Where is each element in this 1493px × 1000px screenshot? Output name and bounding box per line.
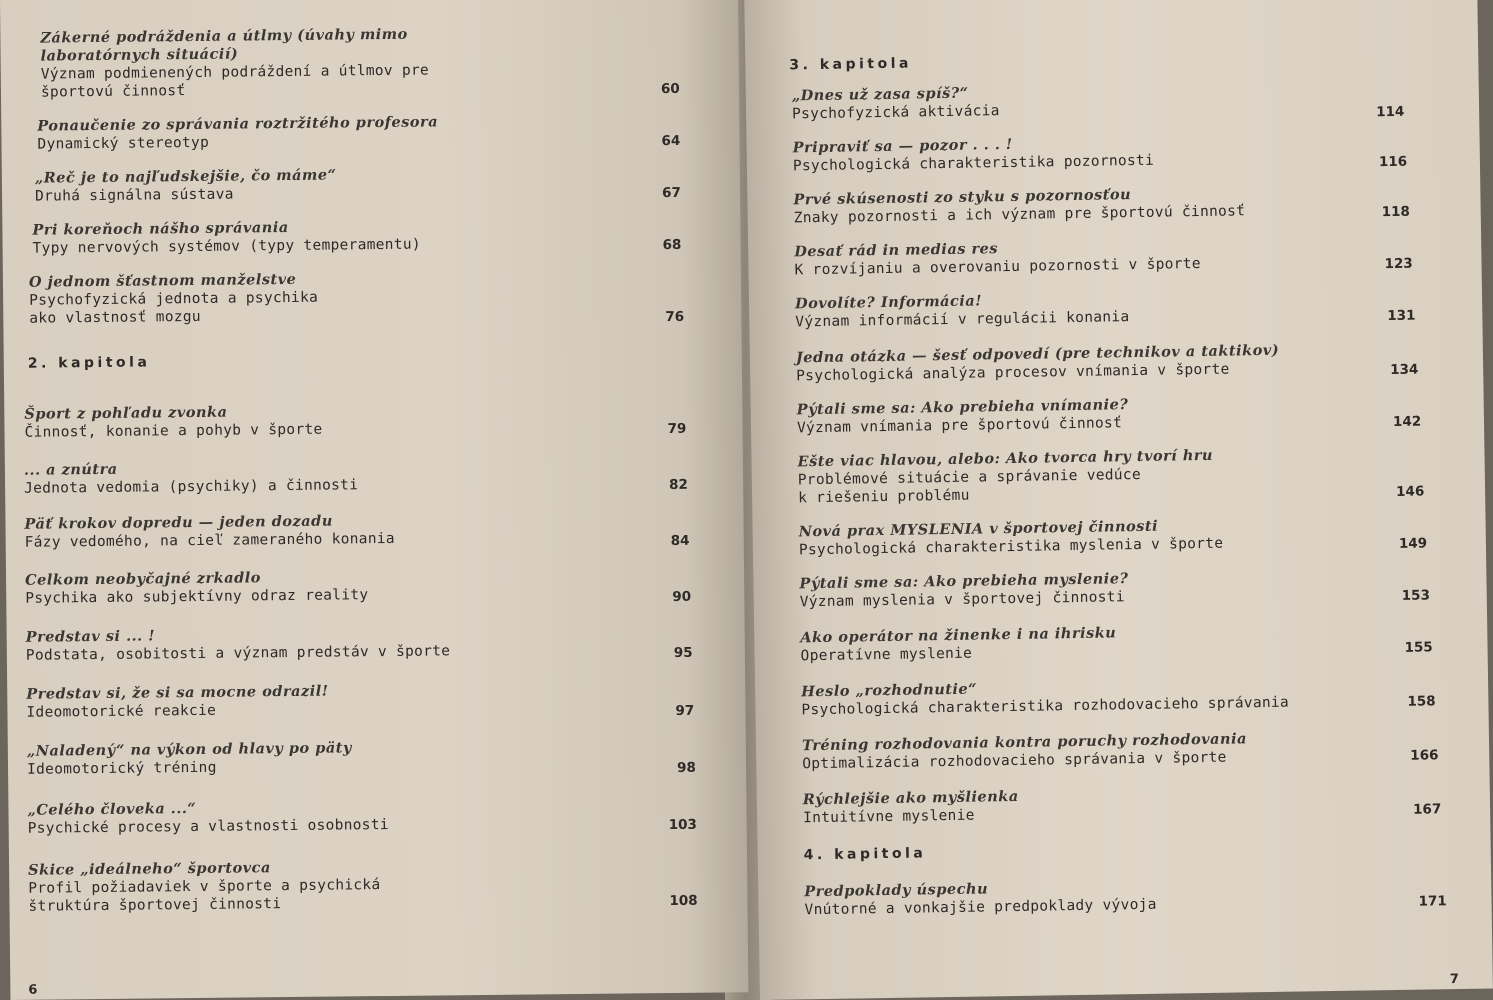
- entry-subtitle: Operatívne myslenie: [800, 645, 973, 665]
- page-number: 95: [673, 644, 693, 661]
- page-number: 171: [1418, 893, 1447, 910]
- entry-title: Pýtali sme sa: Ako prebieha vnímanie?: [796, 396, 1129, 419]
- entry-title: Celkom neobyčajné zrkadlo: [24, 569, 261, 589]
- page-number: 134: [1390, 361, 1419, 379]
- entry-title: Zákerné podráždenia a útlmy (úvahy mimo: [40, 25, 408, 47]
- entry-subtitle: Problémové situácie a správanie vedúce: [797, 466, 1142, 489]
- entry-subtitle: Psychofyzická aktivácia: [791, 103, 1000, 123]
- page-number: 142: [1392, 413, 1422, 430]
- entry-subtitle: športovú činnosť: [40, 83, 186, 101]
- page-number: 146: [1395, 483, 1425, 500]
- entry-subtitle: Činnosť, konanie a pohyb v športe: [24, 421, 323, 441]
- entry-subtitle: Druhá signálna sústava: [34, 186, 234, 205]
- toc-entry: [29, 271, 319, 328]
- page-number: 67: [661, 184, 681, 202]
- entry-title: Heslo „rozhodnutie“: [801, 680, 978, 701]
- page-folio: 7: [1449, 972, 1459, 988]
- entry-subtitle: Význam vnímania pre športovú činnosť: [796, 415, 1123, 437]
- page-number: 90: [672, 588, 692, 605]
- entry-subtitle: Vnútorné a vonkajšie predpoklady vývoja: [804, 896, 1157, 919]
- entry-title: Ešte viac hlavou, alebo: Ako tvorca hry tvorí hru: [797, 446, 1214, 471]
- toc-entry: [28, 858, 381, 916]
- entry-title: „Dnes už zasa spíš?“: [791, 84, 969, 105]
- toc-entry: [37, 113, 438, 153]
- toc-entry: [32, 218, 421, 258]
- entry-subtitle: Význam informácií v regulácii konania: [795, 309, 1130, 331]
- entry-subtitle: k riešeniu problému: [797, 487, 970, 507]
- toc-entry: [800, 624, 1117, 665]
- entry-title: Jedna otázka — šesť odpovedí (pre technikov a taktikov): [795, 341, 1280, 367]
- entry-title: Pýtali sme sa: Ako prebieha myslenie?: [799, 570, 1129, 593]
- entry-subtitle: Fázy vedomého, na cieľ zameraného konania: [24, 530, 395, 551]
- entry-subtitle: Ideomotorický tréning: [26, 759, 217, 778]
- entry-title: Predpoklady úspechu: [804, 880, 989, 901]
- toc-entry: [792, 134, 1154, 176]
- chapter-heading: 4. kapitola: [803, 845, 927, 864]
- toc-entry: [796, 342, 1280, 386]
- toc-entry: [797, 396, 1129, 437]
- page-number: 116: [1378, 153, 1408, 171]
- entry-title: „Celého človeka ...“: [27, 799, 197, 819]
- entry-subtitle: Znaky pozornosti a ich význam pre športovú činnosť: [793, 203, 1246, 227]
- toc-entry: [24, 458, 358, 497]
- entry-subtitle: Profil požiadaviek v športe a psychická: [28, 877, 381, 897]
- chapter-heading: 2. kapitola: [27, 354, 151, 372]
- entry-title: Nová prax MYSLENIA v športovej činnosti: [798, 517, 1159, 541]
- toc-entry: [802, 730, 1247, 773]
- page-folio: 6: [28, 982, 38, 998]
- entry-subtitle: Jednota vedomia (psychiky) a činnosti: [24, 477, 359, 497]
- entry-title: Ponaučenie zo správania roztržitého profesora: [37, 113, 439, 135]
- entry-title: laboratórnych situácií): [40, 45, 239, 65]
- entry-title: Prvé skúsenosti zo styku s pozornosťou: [793, 186, 1132, 209]
- entry-subtitle: Optimalizácia rozhodovacieho správania v športe: [802, 749, 1227, 773]
- toc-entry: [795, 290, 1130, 331]
- page-number: 76: [665, 308, 685, 326]
- entry-subtitle: Psychologická analýza procesov vnímania v športe: [796, 361, 1230, 385]
- page-number: 97: [675, 702, 695, 719]
- chapter-heading: 3. kapitola: [789, 55, 913, 74]
- page-number: 166: [1410, 747, 1439, 764]
- toc-entry: [27, 739, 352, 778]
- entry-title: Predstav si, že si sa mocne odrazil!: [26, 682, 329, 703]
- entry-subtitle: ako vlastnosť mozgu: [29, 308, 201, 327]
- right-page: [744, 0, 1493, 1000]
- entry-title: „Naladený“ na výkon od hlavy po päty: [26, 739, 352, 760]
- entry-title: ... a znútra: [23, 460, 118, 479]
- toc-entry: [801, 676, 1289, 720]
- entry-subtitle: Ideomotorické reakcie: [26, 702, 217, 721]
- entry-title: Predstav si ... !: [25, 627, 156, 646]
- page-number: 155: [1404, 639, 1433, 656]
- toc-entry: [793, 184, 1245, 227]
- entry-title: Dovolíte? Informácia!: [794, 292, 983, 313]
- page-number: 64: [661, 132, 681, 150]
- entry-subtitle: Psychologická charakteristika pozornosti: [792, 152, 1155, 175]
- entry-title: Tréning rozhodovania kontra poruchy rozhodovania: [801, 730, 1248, 755]
- entry-subtitle: Psychofyzická jednota a psychika: [29, 289, 319, 309]
- page-number: 108: [669, 892, 698, 910]
- entry-title: Ako operátor na žinenke i na ihrisku: [800, 624, 1117, 647]
- entry-subtitle: Psychické procesy a vlastnosti osobnosti: [27, 816, 389, 837]
- entry-subtitle: Význam myslenia v športovej činnosti: [799, 589, 1125, 611]
- page-number: 118: [1381, 203, 1411, 221]
- entry-title: O jednom šťastnom manželstve: [28, 270, 297, 291]
- toc-entry: [24, 512, 395, 552]
- entry-title: „Reč je to najľudskejšie, čo máme“: [34, 166, 337, 187]
- page-number: 153: [1401, 587, 1431, 604]
- entry-title: Skice „ideálneho“ športovca: [28, 859, 271, 879]
- entry-title: Päť krokov dopredu — jeden dozadu: [24, 512, 333, 533]
- toc-entry: [25, 568, 368, 608]
- entry-title: Pripraviť sa — pozor . . . !: [792, 135, 1013, 157]
- entry-title: Pri koreňoch nášho správania: [32, 218, 289, 239]
- entry-title: Desať rád in medias res: [794, 240, 999, 261]
- entry-subtitle: Psychologická charakteristika rozhodovacieho správania: [801, 694, 1290, 719]
- toc-entry: [804, 878, 1157, 920]
- toc-entry: [40, 26, 429, 102]
- page-number: 123: [1384, 255, 1413, 273]
- page-number: 79: [667, 420, 687, 438]
- toc-entry: [799, 517, 1224, 560]
- entry-subtitle: Typy nervových systémov (typy temperamentu): [32, 236, 421, 257]
- toc-entry: [794, 237, 1201, 279]
- entry-subtitle: K rozvíjaniu a overovaniu pozornosti v športe: [794, 255, 1201, 279]
- entry-subtitle: Psychologická charakteristika myslenia v športe: [798, 535, 1224, 559]
- toc-entry: [26, 624, 451, 664]
- page-number: 167: [1412, 801, 1442, 818]
- entry-subtitle: Intuitívne myslenie: [803, 807, 975, 827]
- page-number: 114: [1376, 103, 1405, 121]
- page-number: 98: [676, 759, 696, 776]
- page-number: 68: [662, 236, 682, 254]
- page-number: 82: [669, 476, 688, 494]
- entry-subtitle: Podstata, osobitosti a význam predstáv v športe: [25, 643, 451, 664]
- entry-subtitle: štruktúra športovej činnosti: [28, 896, 282, 915]
- entry-title: Šport z pohľadu zvonka: [24, 403, 228, 423]
- entry-subtitle: Dynamický stereotyp: [37, 134, 210, 153]
- toc-entry: [27, 798, 389, 838]
- page-number: 158: [1407, 693, 1436, 710]
- entry-subtitle: Význam podmienených podráždení a útlmov pre: [40, 62, 430, 83]
- page-number: 84: [670, 532, 690, 550]
- toc-entry: [26, 683, 329, 722]
- toc-entry: [797, 447, 1213, 508]
- entry-title: Rýchlejšie ako myšlienka: [802, 787, 1019, 809]
- toc-entry: [803, 788, 1019, 827]
- page-number: 149: [1398, 535, 1428, 552]
- page-number: 131: [1387, 307, 1416, 325]
- page-number: 60: [660, 80, 680, 98]
- toc-entry: [24, 403, 322, 442]
- page-number: 103: [668, 816, 697, 834]
- toc-entry: [799, 570, 1129, 611]
- toc-entry: [792, 84, 1000, 123]
- entry-subtitle: Psychika ako subjektívny odraz reality: [25, 587, 369, 607]
- toc-entry: [35, 166, 337, 205]
